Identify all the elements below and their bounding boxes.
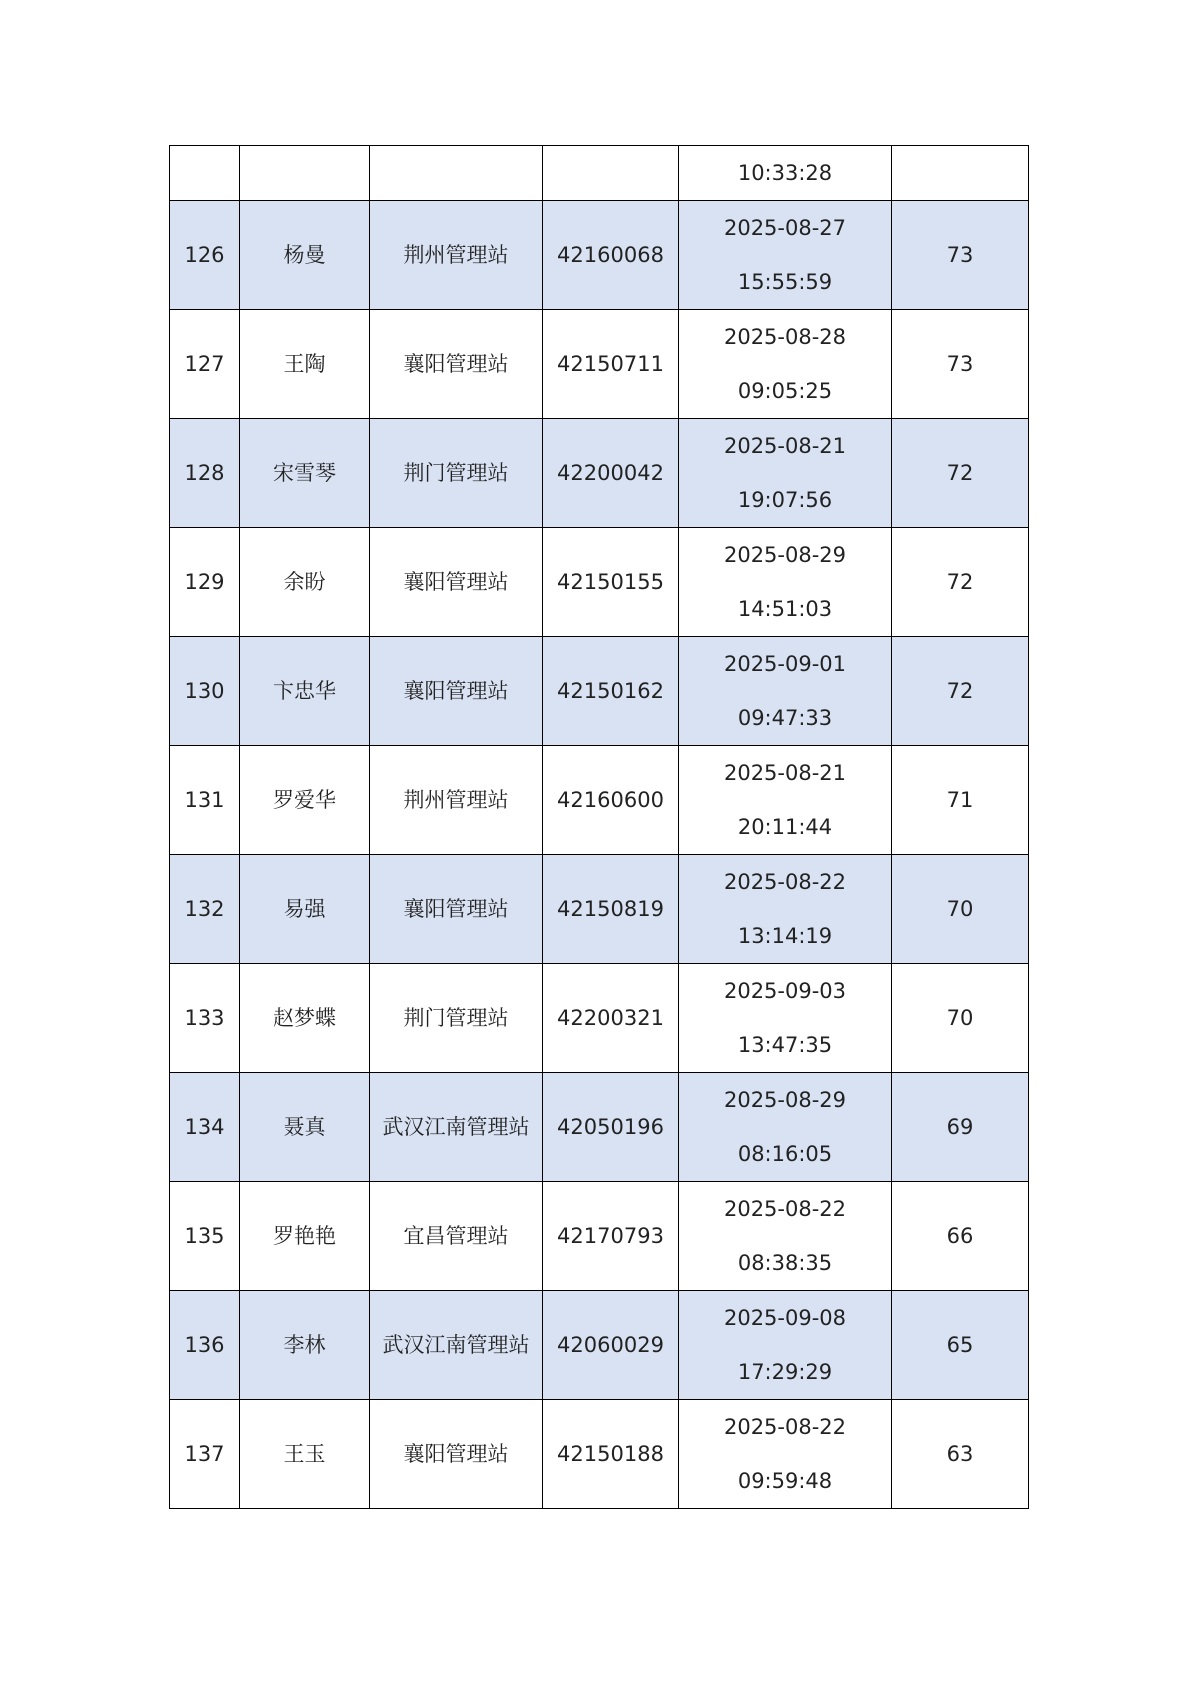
cell-name: 余盼 bbox=[240, 528, 370, 637]
cell-no: 132 bbox=[170, 855, 240, 964]
cell-score: 73 bbox=[892, 201, 1029, 310]
cell-datetime bbox=[679, 964, 892, 1073]
cell-id: 42170793 bbox=[543, 1182, 679, 1291]
cell-datetime bbox=[679, 637, 892, 746]
table-row bbox=[170, 310, 1029, 419]
cell-id: 42150155 bbox=[543, 528, 679, 637]
cell-name: 王陶 bbox=[240, 310, 370, 419]
cell-score: 63 bbox=[892, 1400, 1029, 1509]
cell-score: 69 bbox=[892, 1073, 1029, 1182]
cell-no: 129 bbox=[170, 528, 240, 637]
table-row bbox=[170, 528, 1029, 637]
cell-station: 武汉江南管理站 bbox=[370, 1073, 543, 1182]
table-row bbox=[170, 1400, 1029, 1509]
cell-station: 荆州管理站 bbox=[370, 746, 543, 855]
cell-id: 42200042 bbox=[543, 419, 679, 528]
cell-station: 荆门管理站 bbox=[370, 419, 543, 528]
results-table bbox=[169, 145, 1029, 1509]
cell-time: 09:59:48 bbox=[737, 1469, 833, 1493]
cell-station: 襄阳管理站 bbox=[370, 528, 543, 637]
cell-datetime bbox=[679, 146, 892, 201]
cell-time: 19:07:56 bbox=[737, 488, 833, 512]
cell-no: 133 bbox=[170, 964, 240, 1073]
cell-name: 易强 bbox=[240, 855, 370, 964]
cell-no: 131 bbox=[170, 746, 240, 855]
cell-time: 13:47:35 bbox=[737, 1033, 833, 1057]
cell-time: 17:29:29 bbox=[737, 1360, 833, 1384]
table-row bbox=[170, 1182, 1029, 1291]
cell-name: 王玉 bbox=[240, 1400, 370, 1509]
cell-id: 42150188 bbox=[543, 1400, 679, 1509]
cell-score: 70 bbox=[892, 855, 1029, 964]
cell-datetime bbox=[679, 1182, 892, 1291]
cell-datetime bbox=[679, 419, 892, 528]
table-row bbox=[170, 964, 1029, 1073]
table-row bbox=[170, 1291, 1029, 1400]
cell-no: 134 bbox=[170, 1073, 240, 1182]
cell-no: 130 bbox=[170, 637, 240, 746]
cell-score: 72 bbox=[892, 637, 1029, 746]
cell-station bbox=[370, 146, 543, 201]
cell-date: 2025-08-29 bbox=[723, 1088, 847, 1112]
cell-date: 2025-08-27 bbox=[723, 216, 847, 240]
cell-date: 2025-08-29 bbox=[723, 543, 847, 567]
cell-time: 15:55:59 bbox=[737, 270, 833, 294]
cell-station: 襄阳管理站 bbox=[370, 310, 543, 419]
cell-datetime bbox=[679, 1073, 892, 1182]
cell-name: 宋雪琴 bbox=[240, 419, 370, 528]
cell-name: 李林 bbox=[240, 1291, 370, 1400]
cell-no: 136 bbox=[170, 1291, 240, 1400]
cell-time: 09:05:25 bbox=[737, 379, 833, 403]
table-row bbox=[170, 855, 1029, 964]
table-row bbox=[170, 419, 1029, 528]
cell-no: 127 bbox=[170, 310, 240, 419]
cell-no bbox=[170, 146, 240, 201]
cell-datetime bbox=[679, 201, 892, 310]
table-row bbox=[170, 201, 1029, 310]
cell-score: 71 bbox=[892, 746, 1029, 855]
cell-name bbox=[240, 146, 370, 201]
cell-date: 2025-09-08 bbox=[723, 1306, 847, 1330]
cell-date: 2025-08-21 bbox=[723, 761, 847, 785]
cell-time: 10:33:28 bbox=[737, 161, 833, 185]
cell-datetime bbox=[679, 1400, 892, 1509]
cell-no: 137 bbox=[170, 1400, 240, 1509]
cell-id: 42160068 bbox=[543, 201, 679, 310]
cell-no: 128 bbox=[170, 419, 240, 528]
cell-id: 42150711 bbox=[543, 310, 679, 419]
cell-date: 2025-08-28 bbox=[723, 325, 847, 349]
table-row bbox=[170, 637, 1029, 746]
cell-date: 2025-09-03 bbox=[723, 979, 847, 1003]
cell-name: 卞忠华 bbox=[240, 637, 370, 746]
cell-time: 14:51:03 bbox=[737, 597, 833, 621]
cell-datetime bbox=[679, 528, 892, 637]
cell-date: 2025-08-22 bbox=[723, 870, 847, 894]
cell-date: 2025-09-01 bbox=[723, 652, 847, 676]
cell-station: 武汉江南管理站 bbox=[370, 1291, 543, 1400]
cell-date: 2025-08-21 bbox=[723, 434, 847, 458]
cell-station: 襄阳管理站 bbox=[370, 637, 543, 746]
cell-id: 42150819 bbox=[543, 855, 679, 964]
results-table-body bbox=[170, 146, 1029, 1509]
cell-datetime bbox=[679, 746, 892, 855]
cell-time: 08:38:35 bbox=[737, 1251, 833, 1275]
cell-score: 66 bbox=[892, 1182, 1029, 1291]
table-row bbox=[170, 1073, 1029, 1182]
cell-id bbox=[543, 146, 679, 201]
cell-date: 2025-08-22 bbox=[723, 1415, 847, 1439]
cell-name: 罗艳艳 bbox=[240, 1182, 370, 1291]
cell-score: 70 bbox=[892, 964, 1029, 1073]
cell-station: 荆门管理站 bbox=[370, 964, 543, 1073]
cell-name: 罗爱华 bbox=[240, 746, 370, 855]
cell-time: 08:16:05 bbox=[737, 1142, 833, 1166]
cell-name: 赵梦蝶 bbox=[240, 964, 370, 1073]
cell-id: 42200321 bbox=[543, 964, 679, 1073]
cell-no: 135 bbox=[170, 1182, 240, 1291]
cell-score bbox=[892, 146, 1029, 201]
cell-score: 73 bbox=[892, 310, 1029, 419]
cell-date: 2025-08-22 bbox=[723, 1197, 847, 1221]
cell-id: 42160600 bbox=[543, 746, 679, 855]
cell-name: 聂真 bbox=[240, 1073, 370, 1182]
table-row bbox=[170, 746, 1029, 855]
cell-id: 42060029 bbox=[543, 1291, 679, 1400]
cell-datetime bbox=[679, 310, 892, 419]
table-row-continued bbox=[170, 146, 1029, 201]
cell-time: 13:14:19 bbox=[737, 924, 833, 948]
cell-no: 126 bbox=[170, 201, 240, 310]
cell-station: 宜昌管理站 bbox=[370, 1182, 543, 1291]
cell-datetime bbox=[679, 855, 892, 964]
cell-id: 42050196 bbox=[543, 1073, 679, 1182]
cell-station: 襄阳管理站 bbox=[370, 855, 543, 964]
cell-score: 72 bbox=[892, 419, 1029, 528]
cell-name: 杨曼 bbox=[240, 201, 370, 310]
cell-time: 09:47:33 bbox=[737, 706, 833, 730]
cell-id: 42150162 bbox=[543, 637, 679, 746]
cell-station: 襄阳管理站 bbox=[370, 1400, 543, 1509]
cell-station: 荆州管理站 bbox=[370, 201, 543, 310]
cell-time: 20:11:44 bbox=[737, 815, 833, 839]
cell-score: 72 bbox=[892, 528, 1029, 637]
cell-score: 65 bbox=[892, 1291, 1029, 1400]
cell-datetime bbox=[679, 1291, 892, 1400]
